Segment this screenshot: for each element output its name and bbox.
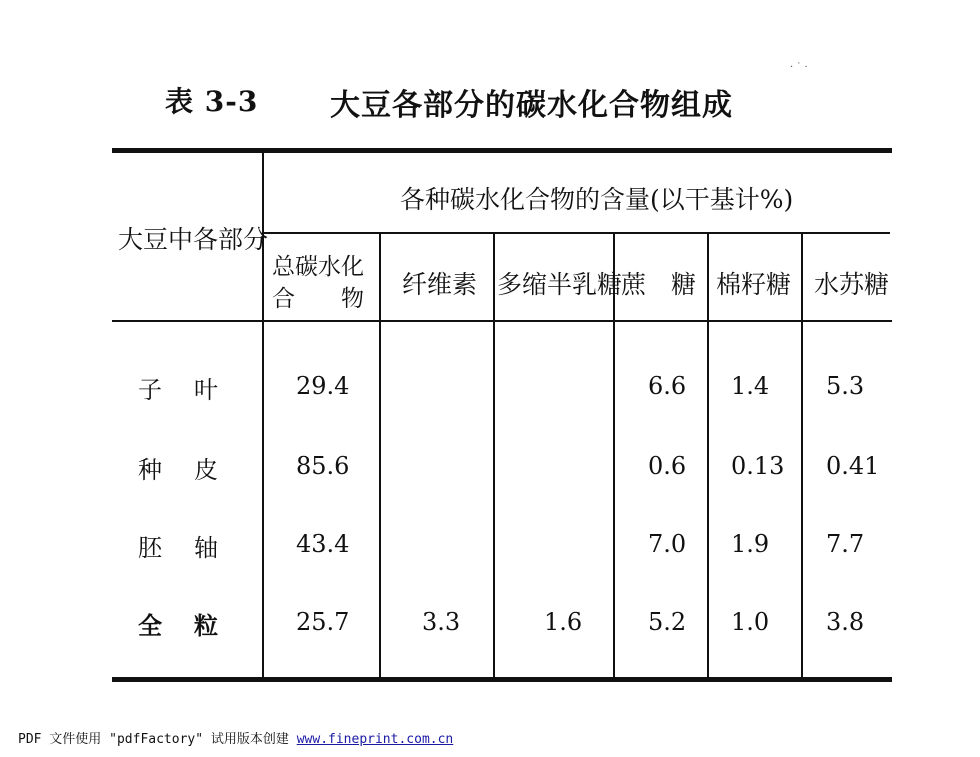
top-rule bbox=[112, 148, 892, 153]
bottom-rule bbox=[112, 677, 892, 682]
row-header: 大豆中各部分 bbox=[118, 225, 269, 254]
cell-galactan: 1.6 bbox=[544, 608, 583, 636]
group-underline bbox=[263, 232, 890, 234]
row-part: 种 皮 bbox=[138, 456, 222, 484]
cell-total: 25.7 bbox=[296, 608, 350, 636]
col-header-total-line2: 合 物 bbox=[272, 286, 364, 312]
scan-speckle: · ˙ · bbox=[790, 62, 808, 73]
col-divider-2 bbox=[493, 234, 495, 677]
footer-text: PDF 文件使用 "pdfFactory" 试用版本创建 bbox=[18, 732, 289, 747]
col-divider-5 bbox=[801, 234, 803, 677]
col-header-raffinose: 棉籽糖 bbox=[716, 270, 792, 299]
col-header-sucrose: 蔗 糖 bbox=[621, 270, 697, 299]
col-header-cellulose: 纤维素 bbox=[402, 270, 478, 299]
row-part: 胚 轴 bbox=[138, 534, 222, 562]
cell-sucrose: 7.0 bbox=[648, 530, 687, 558]
cell-stachyose: 5.3 bbox=[826, 372, 865, 400]
cell-cellulose: 3.3 bbox=[422, 608, 461, 636]
cell-sucrose: 6.6 bbox=[648, 372, 687, 400]
cell-raffinose: 1.0 bbox=[731, 608, 770, 636]
col-header-stachyose: 水苏糖 bbox=[814, 270, 890, 299]
table-title: 大豆各部分的碳水化合物组成 bbox=[330, 88, 733, 123]
row-part: 子 叶 bbox=[138, 376, 222, 404]
cell-raffinose: 1.9 bbox=[731, 530, 770, 558]
cell-raffinose: 0.13 bbox=[731, 452, 785, 480]
cell-sucrose: 5.2 bbox=[648, 608, 687, 636]
cell-total: 29.4 bbox=[296, 372, 350, 400]
cell-total: 85.6 bbox=[296, 452, 350, 480]
cell-raffinose: 1.4 bbox=[731, 372, 770, 400]
col-header-total-line1: 总碳水化 bbox=[272, 254, 364, 280]
cell-total: 43.4 bbox=[296, 530, 350, 558]
pdf-footer bbox=[18, 728, 453, 747]
footer-link[interactable]: www.fineprint.com.cn bbox=[296, 732, 454, 747]
cell-stachyose: 7.7 bbox=[826, 530, 865, 558]
col-divider-1 bbox=[379, 234, 381, 677]
row-part: 全 粒 bbox=[138, 611, 222, 640]
group-header: 各种碳水化合物的含量(以干基计%) bbox=[400, 185, 794, 214]
cell-sucrose: 0.6 bbox=[648, 452, 687, 480]
col-header-galactan: 多缩半乳糖 bbox=[497, 270, 623, 299]
table-number: 表 3-3 bbox=[165, 85, 259, 118]
header-rule bbox=[112, 320, 892, 322]
col-divider-4 bbox=[707, 234, 709, 677]
cell-stachyose: 0.41 bbox=[826, 452, 880, 480]
cell-stachyose: 3.8 bbox=[826, 608, 865, 636]
